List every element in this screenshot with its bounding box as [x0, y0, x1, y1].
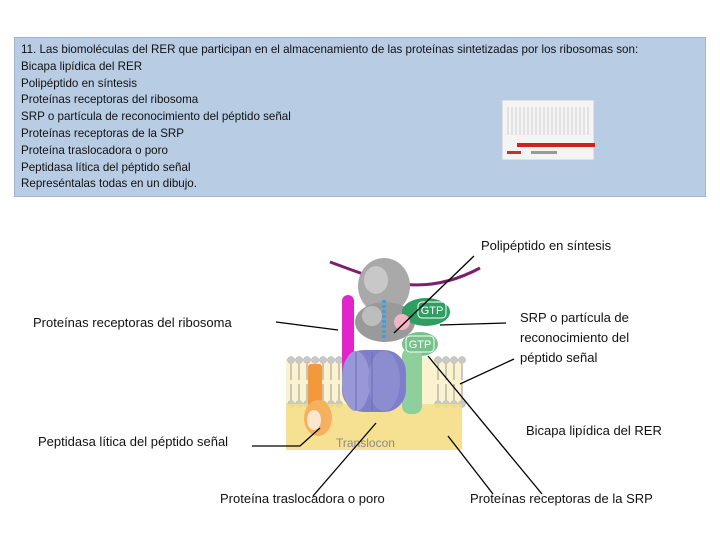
- question-item: Proteínas receptoras de la SRP: [21, 126, 185, 140]
- label-peptidasa: Peptidasa lítica del péptido señal: [38, 434, 229, 449]
- question-item: Proteínas receptoras del ribosoma: [21, 93, 199, 107]
- question-item: Polipéptido en síntesis: [21, 76, 138, 90]
- pointer-line: [276, 322, 338, 330]
- question-instruction: Represéntalas todas en un dibujo.: [21, 177, 197, 191]
- gtp-bubble-bottom: [406, 336, 434, 352]
- label-receptoras-ribosoma: Proteínas receptoras del ribosoma: [33, 315, 232, 330]
- pointer-line: [440, 323, 506, 325]
- translocon: [342, 350, 406, 412]
- question-item: Peptidasa lítica del péptido señal: [21, 160, 191, 174]
- label-receptoras-srp: Proteínas receptoras de la SRP: [470, 491, 653, 506]
- label-srp-line: péptido señal: [520, 350, 598, 365]
- question-item: SRP o partícula de reconocimiento del péptido señal: [21, 110, 291, 124]
- pointer-line: [448, 436, 493, 494]
- label-srp-line: SRP o partícula de: [520, 310, 629, 325]
- label-bicapa: Bicapa lipídica del RER: [526, 423, 662, 438]
- question-item: Proteína traslocadora o poro: [21, 143, 168, 157]
- svg-text:GTP: GTP: [420, 305, 444, 317]
- label-traslocadora: Proteína traslocadora o poro: [220, 491, 385, 506]
- question-item: Bicapa lipídica del RER: [21, 59, 143, 73]
- question-title: 11. Las biomoléculas del RER que participan en el almacenamiento de las proteínas sintetizadas por los ribosomas son:: [21, 43, 639, 56]
- label-polipeptido: Polipéptido en síntesis: [481, 238, 612, 253]
- label-srp-line: reconocimiento del: [520, 330, 630, 345]
- gtp-bubble-top: [418, 302, 446, 318]
- svg-text:GTP: GTP: [408, 339, 432, 351]
- pointer-line: [460, 359, 514, 384]
- translocon-label: Translocon: [336, 436, 395, 450]
- label-srp: [520, 308, 690, 368]
